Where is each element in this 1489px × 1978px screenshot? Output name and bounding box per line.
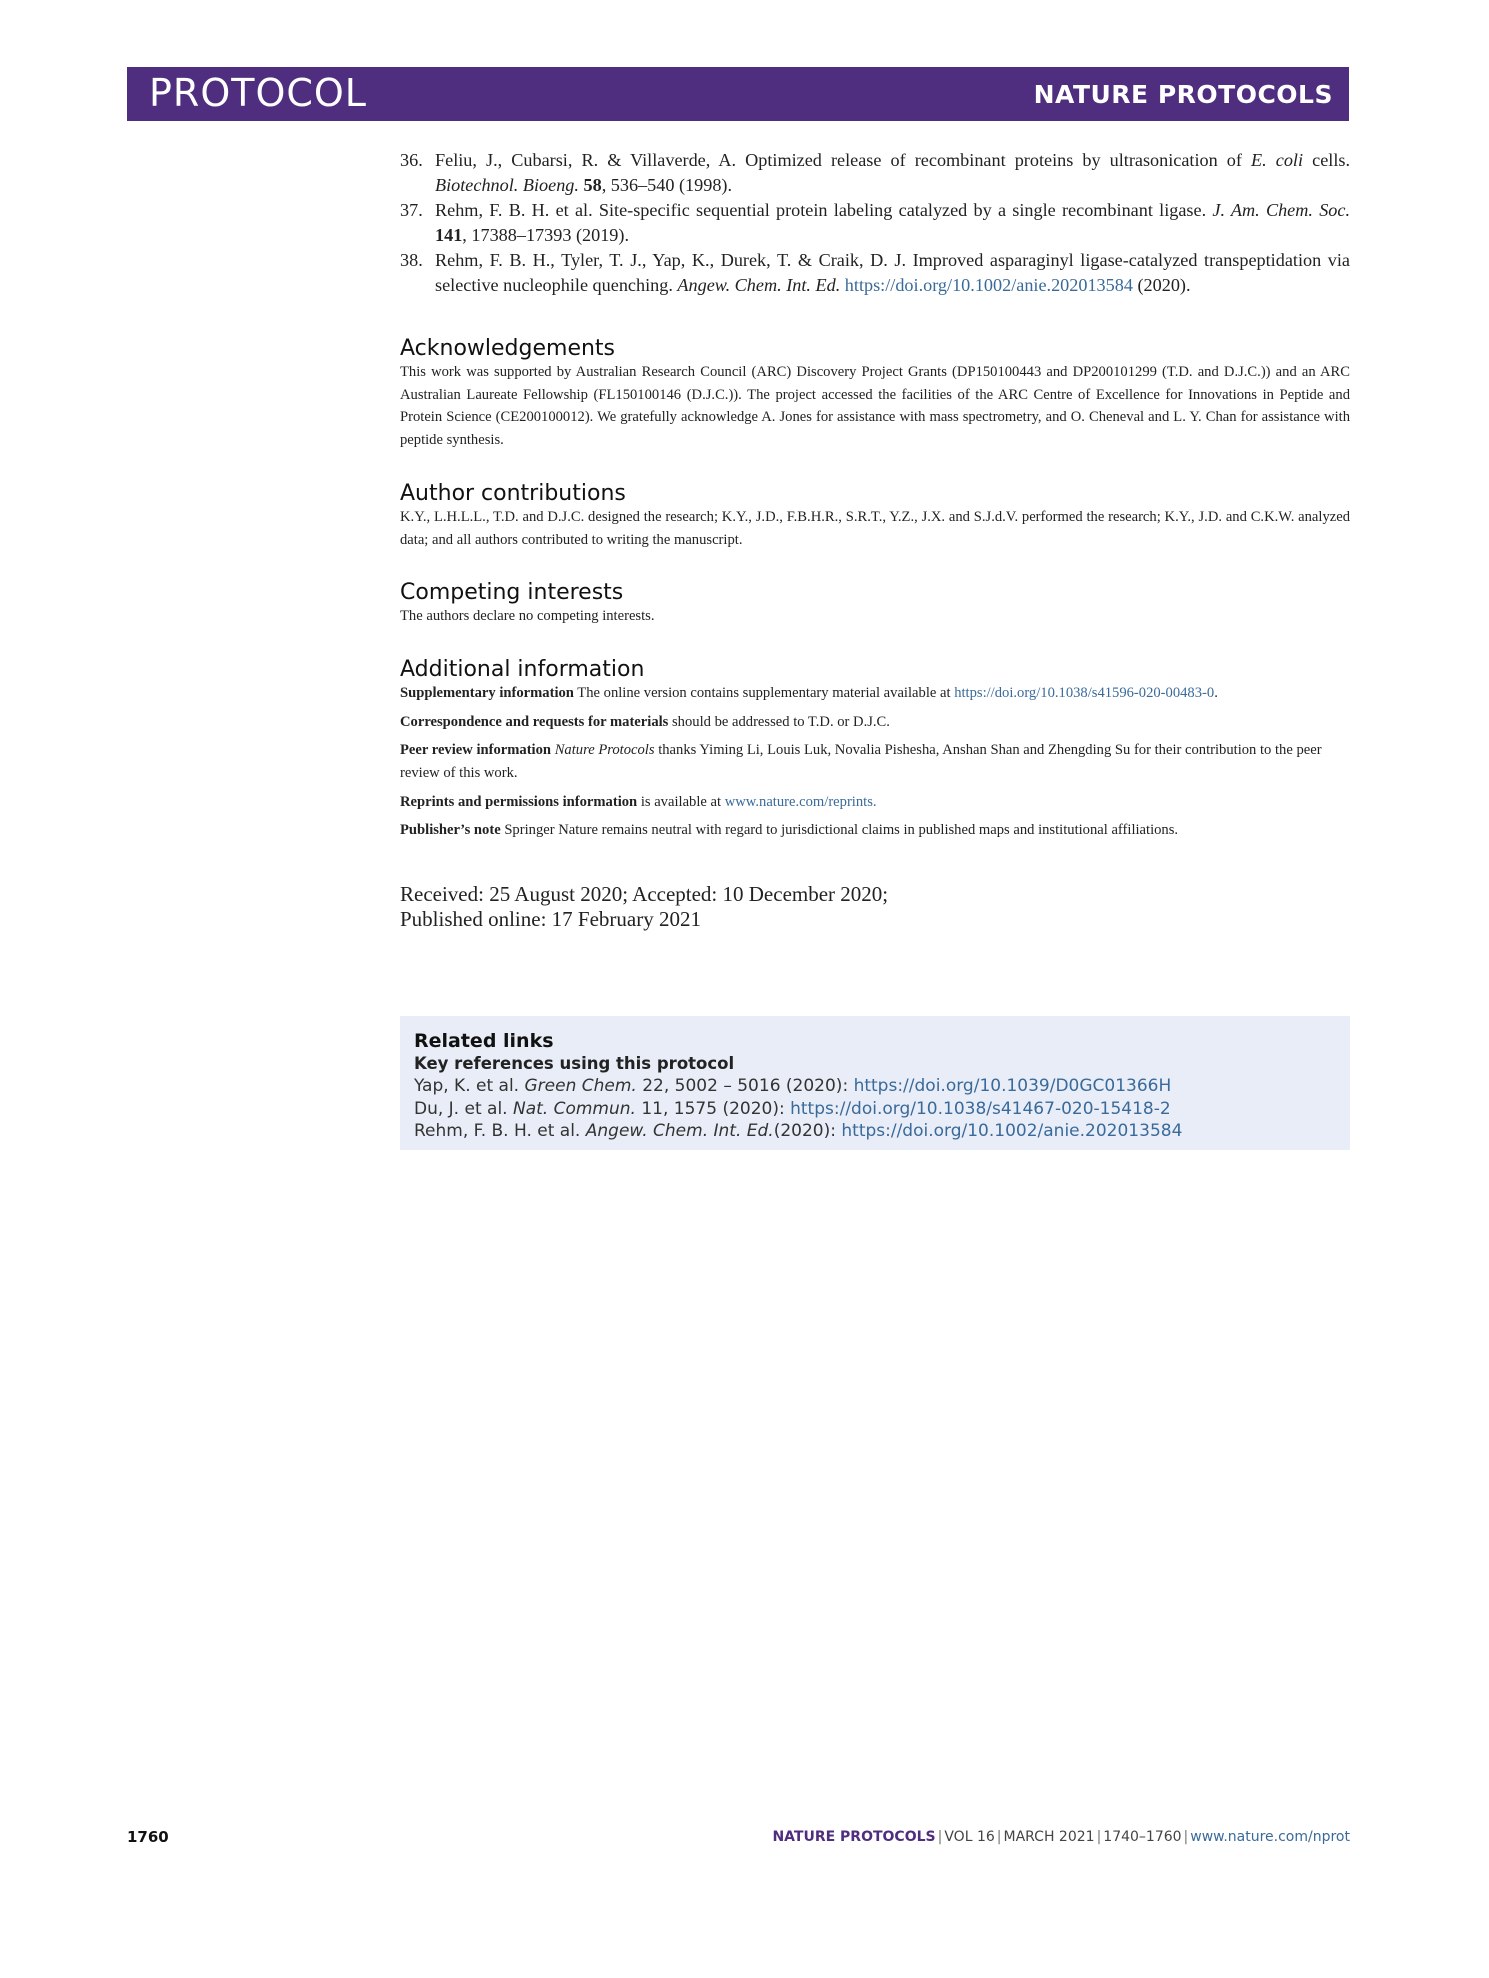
- footer-separator: |: [1096, 1829, 1102, 1845]
- publishers-note-label: Publisher’s note: [400, 822, 501, 839]
- related-link-authors: Du, J. et al.: [414, 1098, 513, 1119]
- publishers-note: [400, 819, 1350, 842]
- author-contributions-text: K.Y., L.H.L.L., T.D. and D.J.C. designed the research; K.Y., J.D., F.B.H.R., S.R.T., Y.Z., J.X. and S.J.d.V. performed the research; K.Y., J.D. and C.K.W. analyzed data; and all authors contributed to writing the manuscript.: [400, 509, 1350, 548]
- related-link-citation: 11, 1575 (2020):: [635, 1098, 791, 1119]
- reprints-label: Reprints and permissions information: [400, 793, 638, 810]
- additional-information-heading: Additional information: [400, 657, 645, 683]
- reference-text: Feliu, J., Cubarsi, R. & Villaverde, A. Optimized release of recombinant proteins by ultrasonication of: [435, 150, 1252, 170]
- related-link-citation: (2020):: [773, 1121, 842, 1141]
- related-link-authors: Yap, K. et al.: [414, 1076, 525, 1096]
- author-contributions-heading: Author contributions: [400, 481, 626, 507]
- peer-review-text: thanks Yiming Li, Louis Luk, Novalia Pishesha, Anshan Shan and Zhengding Su for their contribution to the peer review of this work.: [400, 742, 1322, 781]
- supplementary-end: .: [1214, 685, 1218, 702]
- related-link-item: [414, 1098, 1336, 1121]
- related-links-subtitle: Key references using this protocol: [414, 1053, 735, 1073]
- footer-website-link[interactable]: www.nature.com/nprot: [1190, 1829, 1350, 1845]
- related-links-box: [400, 1016, 1350, 1150]
- peer-review-information: [400, 739, 1350, 784]
- related-link-journal: Green Chem.: [524, 1076, 637, 1096]
- reference-journal: J. Am. Chem. Soc.: [1212, 200, 1350, 220]
- related-link-item: [414, 1075, 1336, 1098]
- supplementary-link[interactable]: https://doi.org/10.1038/s41596-020-00483-0: [954, 685, 1215, 702]
- related-link-doi[interactable]: https://doi.org/10.1038/s41467-020-15418-2: [790, 1098, 1171, 1119]
- published-online-date: Published online: 17 February 2021: [400, 906, 701, 931]
- footer-separator: |: [996, 1829, 1002, 1845]
- main-content: [400, 148, 1350, 932]
- supplementary-label: Supplementary information: [400, 685, 574, 702]
- footer-pages: 1740–1760: [1103, 1829, 1182, 1845]
- related-links-title: Related links: [414, 1030, 554, 1052]
- reference-number: 36.: [400, 150, 423, 170]
- reference-journal: Biotechnol. Bioeng.: [435, 175, 579, 195]
- additional-information-section: [400, 657, 1350, 842]
- reference-number: 38.: [400, 250, 423, 270]
- reference-doi-link[interactable]: https://doi.org/10.1002/anie.202013584: [844, 275, 1133, 295]
- reprints-link[interactable]: www.nature.com/reprints.: [724, 793, 877, 810]
- reprints-information: [400, 791, 1350, 814]
- related-link-authors: Rehm, F. B. H. et al.: [414, 1121, 586, 1141]
- footer-separator: |: [1183, 1829, 1189, 1845]
- competing-interests-section: [400, 580, 1350, 628]
- footer-volume: VOL 16: [944, 1829, 995, 1845]
- reference-list: [400, 148, 1350, 298]
- supplementary-information: [400, 682, 1350, 705]
- related-link-citation: 22, 5002 – 5016 (2020):: [636, 1076, 854, 1096]
- header-banner: [127, 67, 1349, 121]
- correspondence-information: [400, 711, 1350, 734]
- reference-italic: E. coli: [1251, 150, 1304, 170]
- related-link-doi[interactable]: https://doi.org/10.1002/anie.202013584: [841, 1121, 1183, 1141]
- reference-number: 37.: [400, 200, 423, 220]
- author-contributions-section: [400, 481, 1350, 551]
- footer-citation: [772, 1829, 1350, 1845]
- footer-date: MARCH 2021: [1003, 1829, 1095, 1845]
- publishers-note-text: Springer Nature remains neutral with regard to jurisdictional claims in published maps and institutional affiliations.: [500, 822, 1179, 839]
- reference-volume: 141: [435, 225, 463, 245]
- correspondence-text: should be addressed to T.D. or D.J.C.: [668, 713, 890, 730]
- competing-interests-text: The authors declare no competing interests.: [400, 607, 655, 624]
- footer-separator: |: [937, 1829, 943, 1845]
- reference-volume: 58: [583, 175, 602, 195]
- peer-review-journal: Nature Protocols: [554, 742, 655, 759]
- article-type-label: PROTOCOL: [149, 71, 367, 115]
- reference-text: cells.: [1303, 150, 1350, 170]
- supplementary-text: The online version contains supplementary material available at: [573, 685, 955, 702]
- reference-item: [400, 248, 1350, 298]
- reprints-text: is available at: [637, 793, 725, 810]
- related-link-journal: Angew. Chem. Int. Ed.: [585, 1121, 774, 1141]
- footer-journal: NATURE PROTOCOLS: [772, 1829, 936, 1845]
- acknowledgements-section: [400, 336, 1350, 451]
- publication-dates: [400, 882, 1350, 932]
- reference-pages: , 17388–17393 (2019).: [462, 225, 629, 245]
- related-link-journal: Nat. Commun.: [512, 1098, 636, 1119]
- related-link-doi[interactable]: https://doi.org/10.1039/D0GC01366H: [853, 1076, 1172, 1096]
- competing-interests-heading: Competing interests: [400, 579, 624, 605]
- reference-text: Rehm, F. B. H., Tyler, T. J., Yap, K., Durek, T. & Craik, D. J. Improved asparaginyl ligase-catalyzed transpeptidation via selective nucleophile quenching.: [435, 250, 1350, 295]
- acknowledgements-heading: Acknowledgements: [400, 336, 616, 361]
- received-accepted-date: Received: 25 August 2020; Accepted: 10 December 2020;: [400, 881, 889, 906]
- peer-review-label: Peer review information: [400, 742, 552, 759]
- reference-item: [400, 198, 1350, 248]
- journal-name: NATURE PROTOCOLS: [1033, 80, 1333, 109]
- reference-item: [400, 148, 1350, 198]
- related-link-item: [414, 1120, 1336, 1143]
- correspondence-label: Correspondence and requests for materials: [400, 713, 669, 730]
- page-number: 1760: [127, 1828, 169, 1846]
- reference-pages: , 536–540 (1998).: [601, 175, 733, 195]
- reference-year: (2020).: [1132, 275, 1191, 295]
- acknowledgements-text: This work was supported by Australian Research Council (ARC) Discovery Project Grants (DP150100443 and DP200101299 (T.D. and D.J.C.)) and an ARC Australian Laureate Fellowship (FL150100146 (D.J.C.)). The project accessed the facilities of the ARC Centre of Excellence for Innovations in Peptide and Protein Science (CE200100012). We gratefully acknowledge A. Jones for assistance with mass spectrometry, and O. Cheneval and L. Y. Chan for assistance with peptide synthesis.: [400, 364, 1350, 448]
- reference-text: Rehm, F. B. H. et al. Site-specific sequential protein labeling catalyzed by a single recombinant ligase.: [435, 200, 1213, 220]
- reference-journal: Angew. Chem. Int. Ed.: [677, 275, 841, 295]
